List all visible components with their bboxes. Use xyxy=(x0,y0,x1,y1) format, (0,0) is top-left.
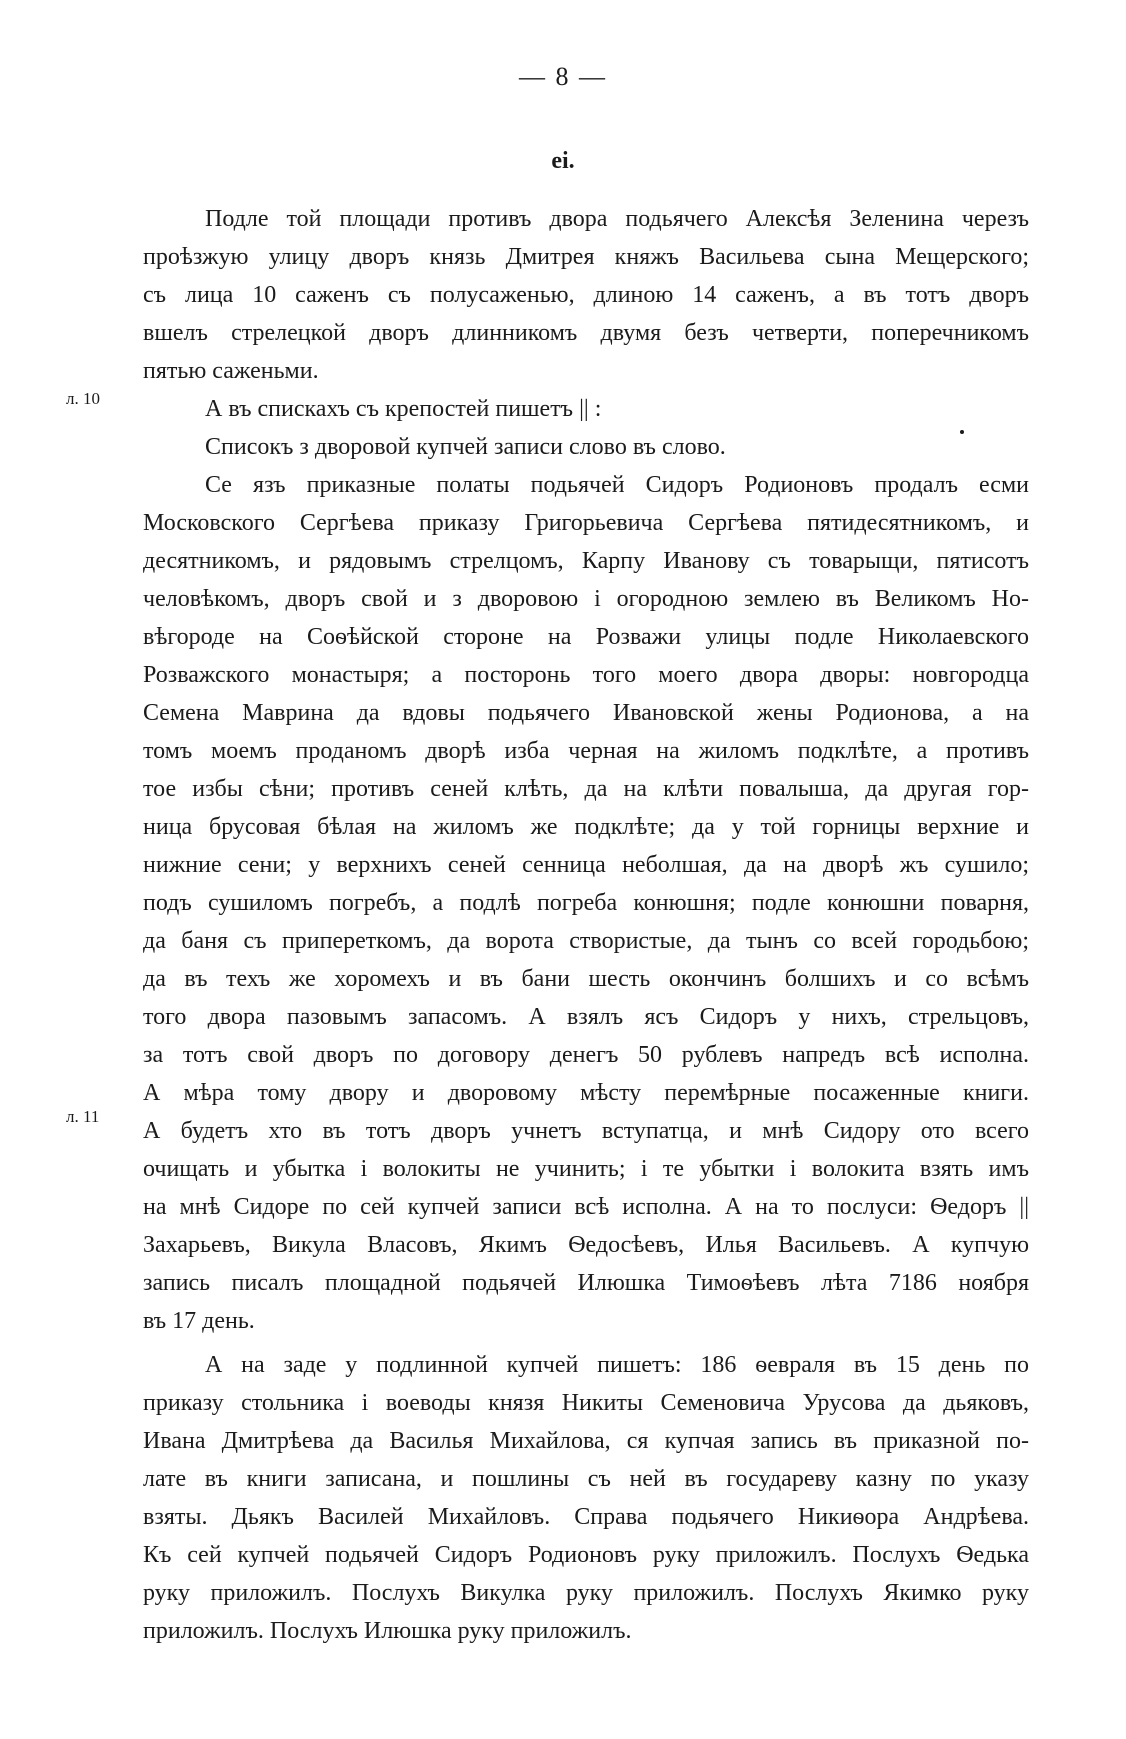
text-line: да въ техъ же хоромехъ и въ бани шесть окончинъ болшихъ и со всѣмъ xyxy=(143,966,1029,992)
text-line: десятникомъ, и рядовымъ стрелцомъ, Карпу Иванову съ товарыщи, пятисотъ xyxy=(143,548,1029,574)
section-mark: ei. xyxy=(551,148,575,174)
text-line: человѣкомъ, дворъ свой и з дворовою і огородною землею въ Великомъ Но- xyxy=(143,586,1029,612)
text-line: Захарьевъ, Викула Власовъ, Якимъ Ѳедосѣевъ, Илья Васильевъ. А купчую xyxy=(143,1232,1029,1258)
text-line: нижние сени; у верхнихъ сеней сенница неболшая, да на дворѣ жъ сушило; xyxy=(143,852,1029,878)
text-line: приказу стольника і воеводы князя Никиты Семеновича Урусова да дьяковъ, xyxy=(143,1390,1029,1416)
text-line: того двора пазовымъ запасомъ. А взялъ ясъ Сидоръ у нихъ, стрельцовъ, xyxy=(143,1004,1029,1030)
text-line: Се язъ приказные полаты подьячей Сидоръ Родионовъ продалъ есми xyxy=(205,472,1029,498)
text-line: да баня съ припереткомъ, да ворота створистые, да тынъ со всей городьбою; xyxy=(143,928,1029,954)
text-line: очищать и убытка і волокиты не учинить; і те убытки і волокита взять имъ xyxy=(143,1156,1029,1182)
text-line: проѣзжую улицу дворъ князь Дмитрея княжъ Васильева сына Мещерского; xyxy=(143,244,1029,270)
text-line: въ 17 день. xyxy=(143,1308,255,1334)
page-number: — 8 — xyxy=(519,62,607,91)
text-line: Ивана Дмитрѣева да Василья Михайлова, ся купчая запись въ приказной по- xyxy=(143,1428,1029,1454)
text-line: съ лица 10 саженъ съ полусаженью, длиною 14 саженъ, а въ тотъ дворъ xyxy=(143,282,1029,308)
text-line: Московского Сергѣева приказу Григорьевича Сергѣева пятидесятникомъ, и xyxy=(143,510,1029,536)
text-line: Семена Маврина да вдовы подьячего Ивановской жены Родионова, а на xyxy=(143,700,1029,726)
text-line: Къ сей купчей подьячей Сидоръ Родионовъ руку приложилъ. Послухъ Ѳедька xyxy=(143,1542,1029,1568)
text-line: ница брусовая бѣлая на жиломъ же подклѣте; да у той горницы верхние и xyxy=(143,814,1029,840)
text-line: А будетъ хто въ тотъ дворъ учнетъ вступатца, и мнѣ Сидору ото всего xyxy=(143,1118,1029,1144)
text-line: приложилъ. Послухъ Илюшка руку приложилъ. xyxy=(143,1618,632,1644)
margin-note-l10: л. 10 xyxy=(66,389,100,408)
text-line: Списокъ з дворовой купчей записи слово въ слово. xyxy=(205,434,726,460)
text-line: Подле той площади противъ двора подьячего Алексѣя Зеленина черезъ xyxy=(205,206,1029,232)
margin-note-l11: л. 11 xyxy=(66,1107,100,1126)
text-line: лате въ книги записана, и пошлины съ ней въ государеву казну по указу xyxy=(143,1466,1029,1492)
text-line: руку приложилъ. Послухъ Викулка руку приложилъ. Послухъ Якимко руку xyxy=(143,1580,1029,1606)
text-line: на мнѣ Сидоре по сей купчей записи всѣ исполна. А на то послуси: Ѳедоръ || xyxy=(143,1194,1029,1220)
text-line: запись писалъ площадной подьячей Илюшка Тимоѳѣевъ лѣта 7186 ноября xyxy=(143,1270,1029,1296)
text-line: тое избы сѣни; противъ сеней клѣть, да на клѣти повалыша, да другая гор- xyxy=(143,776,1029,802)
text-line: Розважского монастыря; а посторонь того моего двора дворы: новгородца xyxy=(143,662,1029,688)
text-line: за тотъ свой дворъ по договору денегъ 50 рублевъ напредъ всѣ исполна. xyxy=(143,1042,1029,1068)
text-line: А мѣра тому двору и дворовому мѣсту перемѣрные посаженные книги. xyxy=(143,1080,1029,1106)
text-line: взяты. Дьякъ Василей Михайловъ. Справа подьячего Никиѳора Андрѣева. xyxy=(143,1504,1029,1530)
text-line: А въ спискахъ съ крепостей пишетъ || : xyxy=(205,396,602,422)
text-line: А на заде у подлинной купчей пишетъ: 186 ѳевраля въ 15 день по xyxy=(205,1352,1029,1378)
text-line: вѣгороде на Соѳѣйской стороне на Розважи улицы подле Николаевского xyxy=(143,624,1029,650)
text-line: подъ сушиломъ погребъ, а подлѣ погреба конюшня; подле конюшни поварня, xyxy=(143,890,1029,916)
text-line: пятью саженьми. xyxy=(143,358,319,384)
text-line: томъ моемъ проданомъ дворѣ изба черная на жиломъ подклѣте, а противъ xyxy=(143,738,1029,764)
text-line: вшелъ стрелецкой дворъ длинникомъ двумя безъ четверти, поперечникомъ xyxy=(143,320,1029,346)
